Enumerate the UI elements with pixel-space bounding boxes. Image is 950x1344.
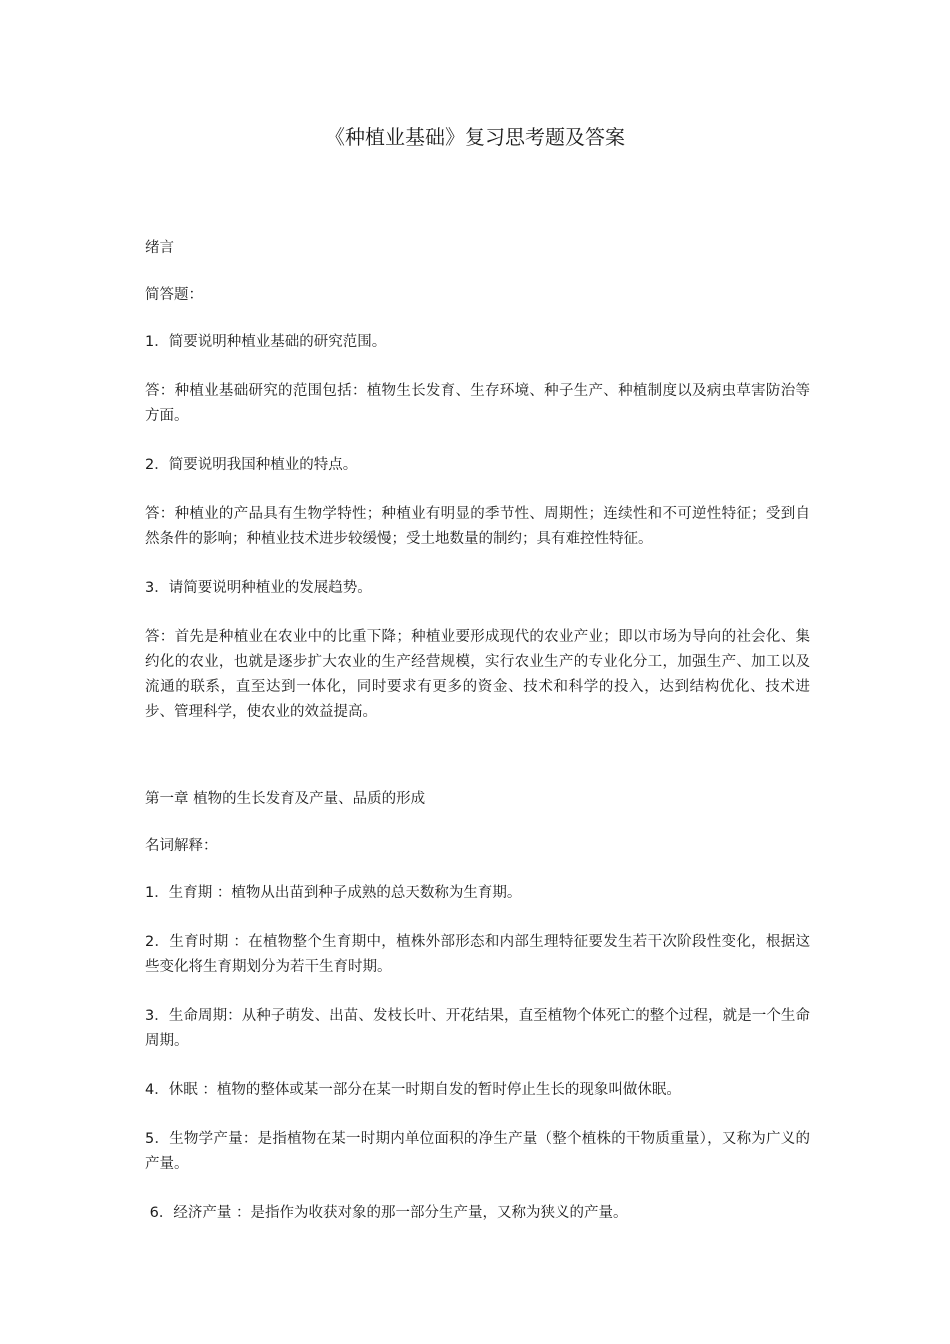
term-2 — [145, 930, 810, 980]
question-text: 请简要说明种植业的发展趋势。 — [168, 580, 372, 596]
term-number: 3． — [145, 1008, 169, 1024]
question-text: 简要说明我国种植业的特点。 — [168, 457, 358, 473]
question-1 — [145, 330, 810, 355]
term-3 — [145, 1004, 810, 1054]
term-text: 生育期 ：植物从出苗到种子成熟的总天数称为生育期。 — [168, 885, 522, 901]
document-title: 《种植业基础》复习思考题及答案 — [325, 125, 625, 149]
term-number: 6． — [149, 1205, 174, 1221]
term-number: 1． — [145, 885, 169, 901]
question-3 — [145, 576, 810, 601]
question-number: 1． — [145, 334, 169, 350]
question-number: 2． — [145, 457, 169, 473]
document-body — [145, 236, 810, 1226]
section-heading-intro: 绪言 — [145, 240, 174, 256]
answer-2: 答：种植业的产品具有生物学特性；种植业有明显的季节性、周期性；连续性和不可逆性特征；受到自然条件的影响；种植业技术进步较缓慢；受土地数量的制约；具有难控性特征。 — [145, 506, 810, 547]
term-text: 生物学产量：是指植物在某一时期内单位面积的净生产量（整个植株的干物质重量），又称为广义的产量。 — [145, 1131, 810, 1172]
term-number: 4． — [145, 1082, 169, 1098]
term-number: 2． — [145, 934, 170, 950]
term-text: 生命周期：从种子萌发、出苗、发枝长叶、开花结果，直至植物个体死亡的整个过程，就是一个生命周期。 — [145, 1008, 810, 1049]
question-number: 3． — [145, 580, 169, 596]
chapter-1-heading: 第一章 植物的生长发育及产量、品质的形成 — [145, 791, 426, 807]
answer-3: 答：首先是种植业在农业中的比重下降；种植业要形成现代的农业产业；即以市场为导向的社会化、集约化的农业，也就是逐步扩大农业的生产经营规模，实行农业生产的专业化分工，加强生产、加工以及流通的联系，直至达到一体化，同时要求有更多的资金、技术和科学的投入，达到结构优化、技术进步、管理科学，使农业的效益提高。 — [145, 629, 810, 720]
term-text: 生育时期 ：在植物整个生育期中，植株外部形态和内部生理特征要发生若干次阶段性变化，根据这些变化将生育期划分为若干生育时期。 — [145, 934, 810, 975]
section-type-term-definitions: 名词解释： — [145, 838, 218, 854]
term-text: 经济产量 ：是指作为收获对象的那一部分生产量，又称为狭义的产量。 — [173, 1205, 628, 1221]
question-2 — [145, 453, 810, 478]
question-text: 简要说明种植业基础的研究范围。 — [168, 334, 387, 350]
term-5 — [145, 1127, 810, 1177]
term-6 — [145, 1201, 810, 1226]
term-text: 休眠 ：植物的整体或某一部分在某一时期自发的暂时停止生长的现象叫做休眠。 — [168, 1082, 681, 1098]
term-4 — [145, 1078, 810, 1103]
section-type-short-answer: 简答题： — [145, 287, 203, 303]
term-1 — [145, 881, 810, 906]
term-number: 5． — [145, 1131, 170, 1147]
answer-1: 答：种植业基础研究的范围包括：植物生长发育、生存环境、种子生产、种植制度以及病虫草害防治等方面。 — [145, 383, 810, 424]
